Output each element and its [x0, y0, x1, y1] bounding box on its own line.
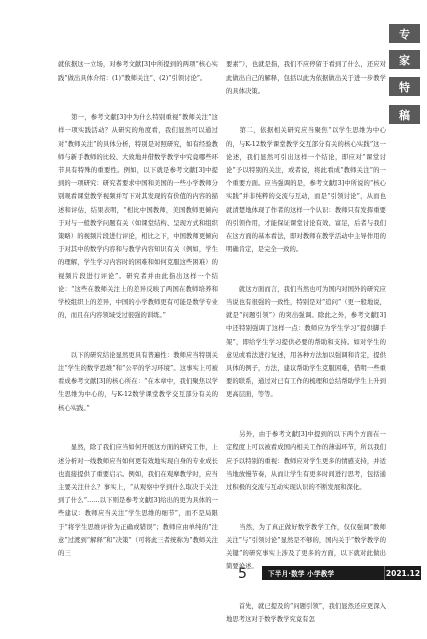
right-paragraph-3: 就这方面而言，我们当然也可为国内对国外的研究应当说也有很强的一致性，特别是对“追问”（更一般地说，就是“问题引领”）的突出强调。除此之外，参考文献[3]中还特别强调了这样一点：教师应为学生学习“提供脚手架”，即给学生学习提供必要的帮助和支持。如对学生的意见或看法进行复述，用各种方法加以强调和肯定，提供具体的例子，方法，建议帮助学生克服困难，借明一些重要的联系，通过对已有工作的梳理和总结帮助学生上升到更高层面，等等。	[226, 285, 386, 399]
right-paragraph-6: 首先，就已提及的“问题引领”，我们显然还应更深入地思考这对于数学教学究竟有怎	[226, 602, 386, 623]
sidebar-tab-1: 专	[389, 24, 420, 43]
sidebar-tab-4: 稿	[389, 105, 420, 124]
left-paragraph-4: 显然，除了我们应当如何开展这方面的研究工作，上述分析对一线教师应当如何更有效地实现自身的专业成长也直接提供了重要启示。例如，我们在观摩教学时，应当主要关注什么？事实上，“从观察中学到什么取决于关注到了什么”……以下则是参考文献[3]给出的更为具体的一些建议：教师应当关注“学生思维的细节”，而不是局限于“将学生思维评价为正确或错误”；教师应由单纯的“注意”过渡到“解释”和“决策”（可将此三者统称为“教师关注的三	[58, 444, 218, 557]
sidebar-tab-3: 特	[389, 77, 420, 96]
left-column	[58, 32, 218, 573]
sidebar-tab-2: 家	[389, 50, 420, 69]
page-number: 5	[238, 566, 247, 582]
left-paragraph-2: 第一，参考文献[3]中为什么特别重视“教师关注”这样一项实践活动？从研究的角度看，我们显然可以通过对“教师关注”的具体分析，特别是对照研究，如有经验教师与新手教师的比较、大致地并借数学教学中究竟哪些环节具有特殊的重要性。例如，以下就是参考文献[3]中提到的一项研究：研究者要求中国和美国的一些小学教师分别观看课堂教学视频并写下对其发现的有价值的内容的描述和评估，结果表明，“相比中国教师，美国教师更倾向于对与一般教学问题有关（如课堂结构、呈现方式和组织策略）的视频片段进行评论，相比之下，中国教师更倾向于对其中的数学内容和与教学内容知识有关（例如，学生的理解，学生学习内容时的困难和如何克服这些困难）的视频片段进行评论”。研究者并由此指出这样一个结论：“这些在教师关注上的差异反映了两国在教师培养和学校组织上的差异，中国的小学教师更有可能是数学专业的，而且在内容领域受过很强的训练。”	[58, 114, 218, 320]
left-paragraph-3: 以下的研究结论显然更具有普遍性：教师应当特别关注“学生的数学思维”和“公平的学习环境”。这事实上可被看成参考文献[3]的核心所在：“在本章中，我们聚焦以学生思维为中心的，与K-12数学课堂教学交互部分有关的核心实践。”	[58, 351, 218, 412]
right-paragraph-2: 第二，依据相关研究应当聚焦“以学生思维为中心的，与K-12数学课堂教学交互部分有关的核心实践”这一论述，我们显然可引出这样一个结论，即应对“课堂讨论”予以特别的关注，或者说，将此看成“教师关注”的一个重要方面。应当强调的是，参考文献[3]中所说的“核心实践”并非纯粹的交流与互动，而是“引领讨论”，从而也就清楚地体现了作者的这样一个认识：教师只有发挥重要的引领作用，才能保证课堂讨论有效、富足，后者与我们在这方面的基本看法，即对教师在教学活动中主导作用的明确肯定，是完全一致的。	[226, 127, 386, 254]
right-paragraph-4: 另外，由于参考文献[3]中提到的以下两个方面在一定程度上可以被看成国内相关工作的薄弱环节，所以我们应予以特别的重视：教师应对学生更多的情感支持，并适当地放慢节奏，从而让学生有更多时间进行思考，包括通过积极的交流与互动实现认识的不断发展和深化。	[226, 431, 386, 491]
right-column	[226, 32, 386, 639]
issue-date: 2021.12	[384, 566, 421, 580]
right-paragraph-1: 要素”），也就是指，我们不应停留于看到了什么，还应对此做出自己的解释，包括以此为依据做出关于进一步教学的具体决策。	[226, 61, 386, 95]
journal-title: 下半月·数学 小学教学	[262, 566, 384, 580]
right-paragraph-5: 当然，为了真正做好数学教学工作，仅仅强调“教师关注”与“引领讨论”显然是不够的，国内关于“数学教学的关键”的研究事实上涉及了更多的方面，以下就对此做出简要论述。	[226, 523, 386, 571]
left-paragraph-1: 就依据这一立场，对参考文献[3]中所提到的两项“核心实践”做出具体介绍：(1)“教师关注”、(2)“引领讨论”。	[58, 61, 218, 82]
